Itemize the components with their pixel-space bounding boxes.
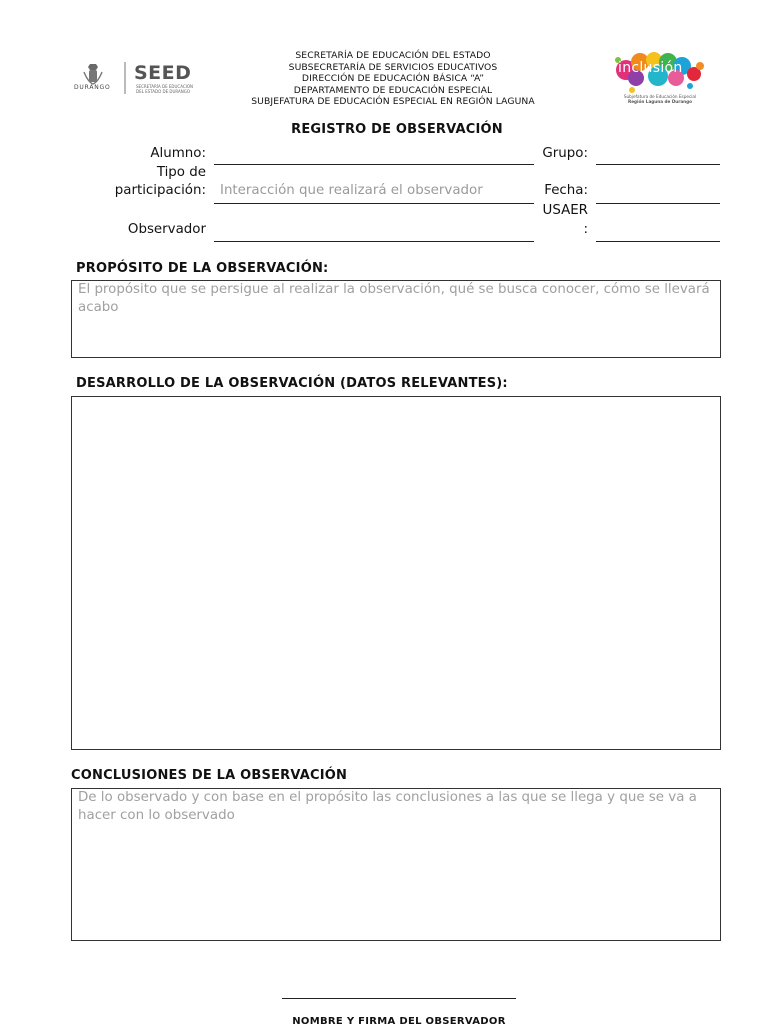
signature-line[interactable]	[282, 998, 516, 999]
logo-brand-text: SEED	[134, 62, 192, 84]
fecha-field[interactable]	[596, 203, 720, 204]
institution-header	[200, 50, 586, 108]
observador-label: Observador	[127, 222, 206, 237]
conclusiones-placeholder: De lo observado y con base en el propósito las conclusiones a las que se llega y que se va a hacer con lo observado	[78, 790, 697, 823]
conclusiones-textarea[interactable]	[71, 788, 721, 941]
alumno-field[interactable]	[214, 164, 534, 165]
proposito-textarea[interactable]	[71, 280, 721, 358]
document-title: REGISTRO DE OBSERVACIÓN	[291, 122, 503, 137]
logo-caption-1: Subjefatura de Educación Especial	[623, 94, 697, 99]
observador-field[interactable]	[214, 241, 534, 242]
desarrollo-textarea[interactable]	[71, 396, 721, 750]
header-line: SUBSECRETARÍA DE SERVICIOS EDUCATIVOS	[288, 61, 498, 73]
logo-state-text: DURANGO	[74, 84, 111, 91]
logo-subtitle-text: SECRETARÍA DE EDUCACIÓN DEL ESTADO DE DURANGO	[136, 84, 193, 94]
header-line: SECRETARÍA DE EDUCACIÓN DEL ESTADO	[295, 50, 491, 61]
logo-inclusion-text: inclusión	[618, 60, 683, 76]
alumno-label: Alumno:	[150, 146, 206, 161]
seed-durango-logo	[74, 58, 202, 98]
grupo-field[interactable]	[596, 164, 720, 165]
grupo-label: Grupo:	[542, 146, 588, 161]
tipo-label-line2: participación:	[114, 183, 206, 198]
header-line: DEPARTAMENTO DE EDUCACIÓN ESPECIAL	[293, 84, 493, 96]
usaer-label-line2: :	[583, 222, 588, 237]
usaer-label-line1: USAER	[542, 203, 588, 218]
signature-label: NOMBRE Y FIRMA DEL OBSERVADOR	[292, 1016, 506, 1027]
tipo-label-line1: Tipo de	[156, 165, 206, 180]
usaer-field[interactable]	[596, 241, 720, 242]
desarrollo-title: DESARROLLO DE LA OBSERVACIÓN (DATOS RELEVANTES):	[76, 376, 508, 391]
proposito-placeholder: El propósito que se persigue al realizar la observación, qué se busca conocer, cómo se llevará acabo	[78, 282, 710, 315]
header-line: DIRECCIÓN DE EDUCACIÓN BÁSICA “A”	[301, 73, 485, 85]
logo-caption-2: Región Laguna de Durango	[627, 99, 693, 104]
tipo-participacion-placeholder[interactable]: Interacción que realizará el observador	[220, 183, 483, 198]
fecha-label: Fecha:	[544, 183, 588, 198]
proposito-title: PROPÓSITO DE LA OBSERVACIÓN:	[76, 261, 329, 276]
conclusiones-title: CONCLUSIONES DE LA OBSERVACIÓN	[71, 768, 348, 783]
inclusion-logo	[610, 48, 710, 108]
tipo-participacion-field[interactable]	[214, 203, 534, 204]
header-line: SUBJEFATURA DE EDUCACIÓN ESPECIAL EN REGIÓN LAGUNA	[251, 96, 535, 108]
